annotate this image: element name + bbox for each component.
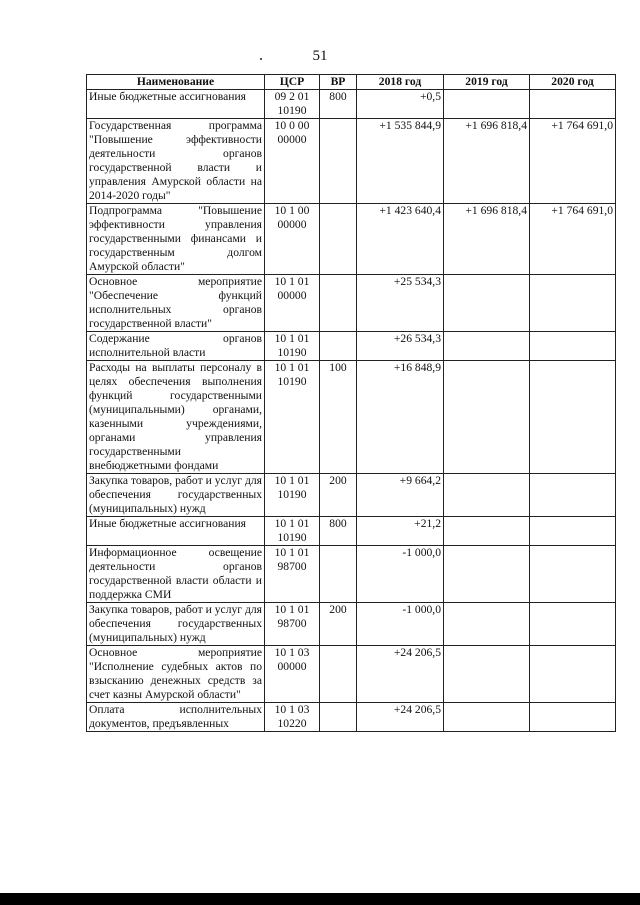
cell-2018: +24 206,5 xyxy=(357,703,444,732)
cell-csr: 10 1 03 00000 xyxy=(265,646,320,703)
cell-2020 xyxy=(530,90,616,119)
cell-2018: +1 535 844,9 xyxy=(357,119,444,204)
cell-2018: +21,2 xyxy=(357,517,444,546)
scan-speck xyxy=(260,58,262,60)
cell-vr xyxy=(320,119,357,204)
cell-2020 xyxy=(530,603,616,646)
cell-vr xyxy=(320,204,357,275)
cell-2019 xyxy=(444,517,530,546)
cell-name: Закупка товаров, работ и услуг для обеспечения государственных (муниципальных) нужд xyxy=(87,603,265,646)
table-row xyxy=(87,517,616,546)
cell-2019 xyxy=(444,275,530,332)
cell-2020: +1 764 691,0 xyxy=(530,204,616,275)
cell-name: Закупка товаров, работ и услуг для обеспечения государственных (муниципальных) нужд xyxy=(87,474,265,517)
cell-2018: -1 000,0 xyxy=(357,546,444,603)
cell-name: Оплата исполнительных документов, предъявленных xyxy=(87,703,265,732)
table-row xyxy=(87,474,616,517)
cell-vr xyxy=(320,703,357,732)
cell-2020 xyxy=(530,546,616,603)
cell-2018: +9 664,2 xyxy=(357,474,444,517)
cell-name: Информационное освещение деятельности органов государственной власти области и поддержка СМИ xyxy=(87,546,265,603)
table-row xyxy=(87,546,616,603)
table-row xyxy=(87,119,616,204)
table-body xyxy=(87,90,616,732)
cell-2019: +1 696 818,4 xyxy=(444,204,530,275)
table-row xyxy=(87,703,616,732)
table-header xyxy=(87,75,616,90)
cell-csr: 10 1 01 10190 xyxy=(265,332,320,361)
cell-csr: 10 0 00 00000 xyxy=(265,119,320,204)
table-row xyxy=(87,361,616,474)
cell-2018: +16 848,9 xyxy=(357,361,444,474)
header-vr: ВР xyxy=(320,75,357,90)
header-row xyxy=(87,75,616,90)
cell-2018: +24 206,5 xyxy=(357,646,444,703)
cell-vr: 200 xyxy=(320,474,357,517)
header-csr: ЦСР xyxy=(265,75,320,90)
cell-vr xyxy=(320,546,357,603)
cell-2020 xyxy=(530,517,616,546)
cell-2020 xyxy=(530,361,616,474)
cell-2018: -1 000,0 xyxy=(357,603,444,646)
table-row xyxy=(87,646,616,703)
header-2020: 2020 год xyxy=(530,75,616,90)
table-row xyxy=(87,90,616,119)
cell-csr: 10 1 01 00000 xyxy=(265,275,320,332)
cell-vr: 100 xyxy=(320,361,357,474)
cell-vr: 800 xyxy=(320,90,357,119)
cell-2018: +25 534,3 xyxy=(357,275,444,332)
cell-2019 xyxy=(444,361,530,474)
header-2019: 2019 год xyxy=(444,75,530,90)
page-number: 51 xyxy=(312,48,328,64)
cell-2019 xyxy=(444,546,530,603)
cell-2020 xyxy=(530,703,616,732)
cell-name: Иные бюджетные ассигнования xyxy=(87,90,265,119)
cell-csr: 10 1 01 10190 xyxy=(265,517,320,546)
cell-2019 xyxy=(444,474,530,517)
cell-name: Расходы на выплаты персоналу в целях обеспечения выполнения функций государственными (муниципальными) органами, казенными учреждениями, органами управления государственными внебюджетными фондами xyxy=(87,361,265,474)
cell-2019 xyxy=(444,332,530,361)
cell-csr: 10 1 01 10190 xyxy=(265,474,320,517)
cell-vr xyxy=(320,332,357,361)
cell-name: Основное мероприятие "Обеспечение функций исполнительных органов государственной власти" xyxy=(87,275,265,332)
cell-vr xyxy=(320,275,357,332)
cell-csr: 09 2 01 10190 xyxy=(265,90,320,119)
cell-2018: +1 423 640,4 xyxy=(357,204,444,275)
cell-name: Подпрограмма "Повышение эффективности управления государственными финансами и государственным долгом Амурской области" xyxy=(87,204,265,275)
scan-bottom-edge xyxy=(0,893,640,905)
cell-name: Содержание органов исполнительной власти xyxy=(87,332,265,361)
cell-vr: 800 xyxy=(320,517,357,546)
table-row xyxy=(87,204,616,275)
cell-2018: +0,5 xyxy=(357,90,444,119)
cell-vr: 200 xyxy=(320,603,357,646)
cell-2020: +1 764 691,0 xyxy=(530,119,616,204)
cell-csr: 10 1 01 10190 xyxy=(265,361,320,474)
cell-2020 xyxy=(530,332,616,361)
cell-name: Государственная программа "Повышение эффективности деятельности органов государственной власти и управления Амурской области на 2014-2020 годы" xyxy=(87,119,265,204)
cell-2019 xyxy=(444,703,530,732)
cell-2019: +1 696 818,4 xyxy=(444,119,530,204)
cell-csr: 10 1 01 98700 xyxy=(265,546,320,603)
header-2018: 2018 год xyxy=(357,75,444,90)
budget-table xyxy=(86,74,616,732)
cell-csr: 10 1 00 00000 xyxy=(265,204,320,275)
cell-2019 xyxy=(444,603,530,646)
cell-2019 xyxy=(444,646,530,703)
cell-2019 xyxy=(444,90,530,119)
cell-csr: 10 1 01 98700 xyxy=(265,603,320,646)
cell-name: Основное мероприятие "Исполнение судебных актов по взысканию денежных средств за счет казны Амурской области" xyxy=(87,646,265,703)
cell-name: Иные бюджетные ассигнования xyxy=(87,517,265,546)
cell-2020 xyxy=(530,474,616,517)
table-row xyxy=(87,332,616,361)
table-row xyxy=(87,603,616,646)
cell-2020 xyxy=(530,646,616,703)
table-row xyxy=(87,275,616,332)
cell-2020 xyxy=(530,275,616,332)
cell-csr: 10 1 03 10220 xyxy=(265,703,320,732)
header-name: Наименование xyxy=(87,75,265,90)
cell-2018: +26 534,3 xyxy=(357,332,444,361)
cell-vr xyxy=(320,646,357,703)
